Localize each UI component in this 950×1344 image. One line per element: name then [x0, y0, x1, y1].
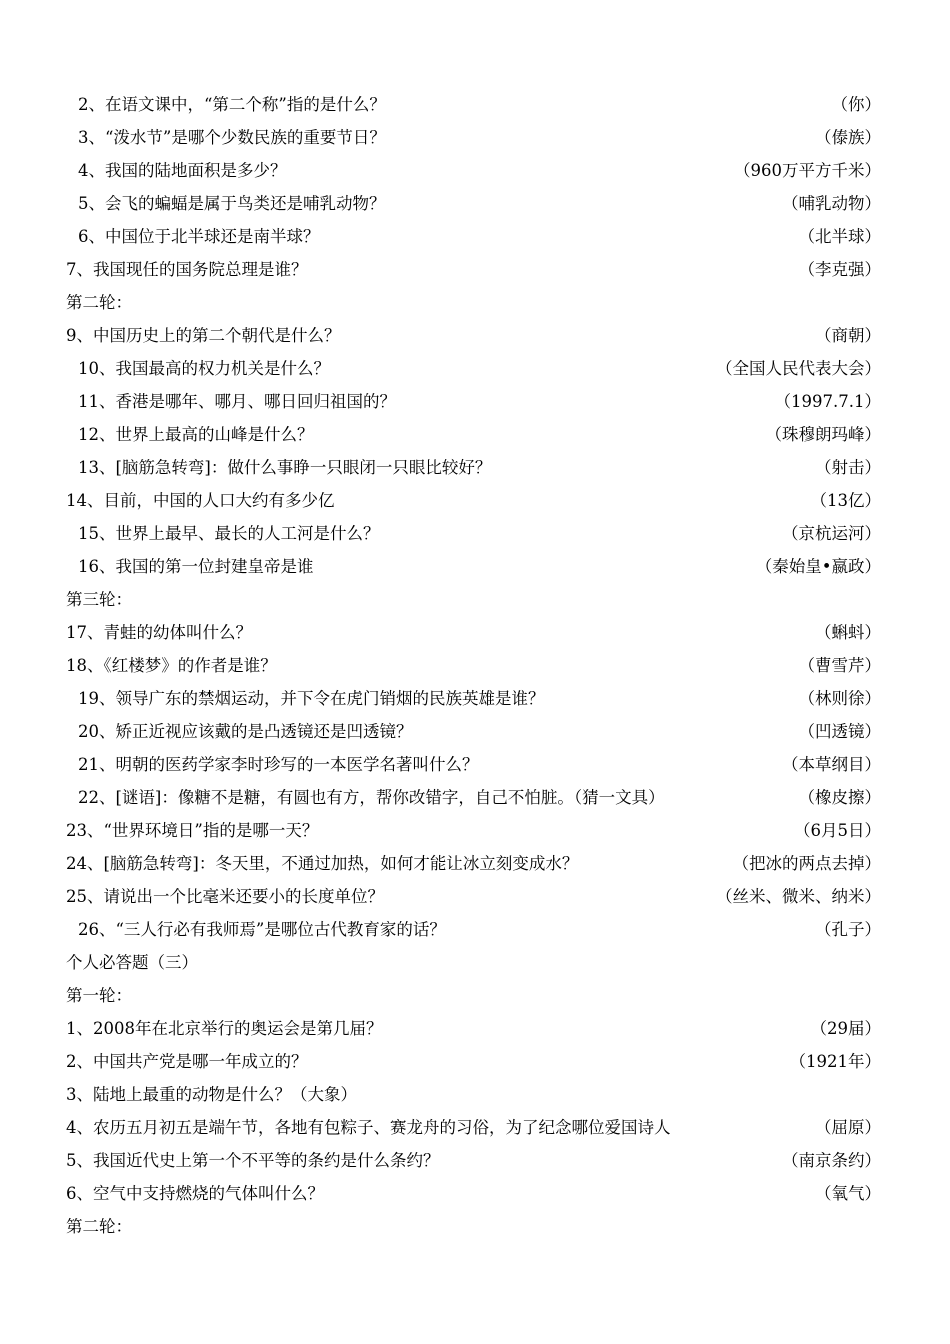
section-heading	[66, 979, 881, 1012]
question-line	[66, 682, 881, 715]
answer-text: （本草纲目）	[782, 755, 881, 774]
question-text: 第一轮：	[66, 986, 132, 1005]
question-line	[66, 616, 881, 649]
question-text: 25、请说出一个比毫米还要小的长度单位？	[66, 887, 384, 906]
answer-text: （6月5日）	[794, 821, 881, 840]
question-line	[66, 649, 881, 682]
answer-text: （秦始皇•嬴政）	[755, 557, 881, 576]
question-line	[66, 1078, 881, 1111]
question-line	[66, 1045, 881, 1078]
question-line	[66, 451, 881, 484]
answer-text: （960万平方千米）	[734, 161, 881, 180]
answer-text: （珠穆朗玛峰）	[765, 425, 881, 444]
question-text: 个人必答题（三）	[66, 953, 198, 972]
question-line	[66, 187, 881, 220]
question-text: 3、陆地上最重的动物是什么？（大象）	[66, 1085, 357, 1104]
answer-text: （孔子）	[815, 920, 881, 939]
question-line	[66, 1177, 881, 1210]
answer-text: （南京条约）	[782, 1151, 881, 1170]
question-text: 16、我国的第一位封建皇帝是谁	[78, 557, 314, 576]
question-line	[66, 715, 881, 748]
question-text: 11、香港是哪年、哪月、哪日回归祖国的？	[78, 392, 396, 411]
section-heading	[66, 946, 881, 979]
question-text: 10、我国最高的权力机关是什么？	[78, 359, 330, 378]
answer-text: （氧气）	[815, 1184, 881, 1203]
question-text: 26、“三人行必有我师焉”是哪位古代教育家的话？	[78, 920, 446, 939]
answer-text: （京杭运河）	[782, 524, 881, 543]
answer-text: （射击）	[815, 458, 881, 477]
section-heading	[66, 1210, 881, 1243]
question-line	[66, 352, 881, 385]
question-text: 5、会飞的蝙蝠是属于鸟类还是哺乳动物？	[78, 194, 386, 213]
answer-text: （屈原）	[815, 1118, 881, 1137]
question-text: 4、我国的陆地面积是多少？	[78, 161, 287, 180]
answer-text: （商朝）	[815, 326, 881, 345]
question-text: 14、目前，中国的人口大约有多少亿	[66, 491, 335, 510]
answer-text: （1921年）	[789, 1052, 881, 1071]
question-text: 第二轮：	[66, 293, 132, 312]
answer-text: （13亿）	[810, 491, 881, 510]
question-text: 3、“泼水节”是哪个少数民族的重要节日？	[78, 128, 386, 147]
question-text: 第三轮：	[66, 590, 132, 609]
section-heading	[66, 286, 881, 319]
question-text: 5、我国近代史上第一个不平等的条约是什么条约？	[66, 1151, 440, 1170]
answer-text: （丝米、微米、纳米）	[716, 887, 881, 906]
answer-text: （凹透镜）	[798, 722, 881, 741]
question-text: 13、[脑筋急转弯]：做什么事睁一只眼闭一只眼比较好？	[78, 458, 492, 477]
question-line	[66, 880, 881, 913]
question-line	[66, 781, 881, 814]
question-text: 6、空气中支持燃烧的气体叫什么？	[66, 1184, 324, 1203]
answer-text: （你）	[831, 95, 881, 114]
section-heading	[66, 583, 881, 616]
question-text: 20、矫正近视应该戴的是凸透镜还是凹透镜？	[78, 722, 413, 741]
question-line	[66, 385, 881, 418]
question-line	[66, 319, 881, 352]
question-text: 9、中国历史上的第二个朝代是什么？	[66, 326, 341, 345]
answer-text: （李克强）	[798, 260, 881, 279]
question-text: 23、“世界环境日”指的是哪一天？	[66, 821, 319, 840]
question-text: 12、世界上最高的山峰是什么？	[78, 425, 314, 444]
question-text: 4、农历五月初五是端午节，各地有包粽子、赛龙舟的习俗，为了纪念哪位爱国诗人	[66, 1118, 671, 1137]
question-line	[66, 1111, 881, 1144]
question-text: 24、[脑筋急转弯]：冬天里，不通过加热，如何才能让冰立刻变成水？	[66, 854, 579, 873]
question-line	[66, 484, 881, 517]
answer-text: （橡皮擦）	[798, 788, 881, 807]
question-line	[66, 220, 881, 253]
question-line	[66, 418, 881, 451]
question-line	[66, 847, 881, 880]
answer-text: （蝌蚪）	[815, 623, 881, 642]
answer-text: （林则徐）	[798, 689, 881, 708]
question-line	[66, 550, 881, 583]
question-line	[66, 1144, 881, 1177]
question-text: 22、[谜语]：像糖不是糖，有圆也有方，帮你改错字，自己不怕脏。（猜一文具）	[78, 788, 665, 807]
question-text: 7、我国现任的国务院总理是谁？	[66, 260, 308, 279]
question-line	[66, 1012, 881, 1045]
question-text: 1、2008年在北京举行的奥运会是第几届？	[66, 1019, 383, 1038]
question-text: 6、中国位于北半球还是南半球？	[78, 227, 320, 246]
question-line	[66, 154, 881, 187]
answer-text: （把冰的两点去掉）	[732, 854, 881, 873]
answer-text: （1997.7.1）	[774, 392, 881, 411]
question-text: 18、《红楼梦》的作者是谁？	[66, 656, 277, 675]
question-line	[66, 814, 881, 847]
question-line	[66, 517, 881, 550]
question-text: 17、青蛙的幼体叫什么？	[66, 623, 252, 642]
answer-text: （曹雪芹）	[798, 656, 881, 675]
answer-text: （哺乳动物）	[782, 194, 881, 213]
question-text: 2、中国共产党是哪一年成立的？	[66, 1052, 308, 1071]
answer-text: （北半球）	[798, 227, 881, 246]
question-line	[66, 913, 881, 946]
answer-text: （29届）	[810, 1019, 881, 1038]
answer-text: （全国人民代表大会）	[716, 359, 881, 378]
question-list	[66, 88, 881, 1243]
question-text: 19、领导广东的禁烟运动，并下令在虎门销烟的民族英雄是谁？	[78, 689, 545, 708]
question-text: 第二轮：	[66, 1217, 132, 1236]
answer-text: （傣族）	[815, 128, 881, 147]
question-text: 21、明朝的医药学家李时珍写的一本医学名著叫什么？	[78, 755, 479, 774]
question-line	[66, 253, 881, 286]
question-text: 2、在语文课中，“第二个称”指的是什么？	[78, 95, 386, 114]
question-line	[66, 748, 881, 781]
question-line	[66, 121, 881, 154]
question-line	[66, 88, 881, 121]
question-text: 15、世界上最早、最长的人工河是什么？	[78, 524, 380, 543]
